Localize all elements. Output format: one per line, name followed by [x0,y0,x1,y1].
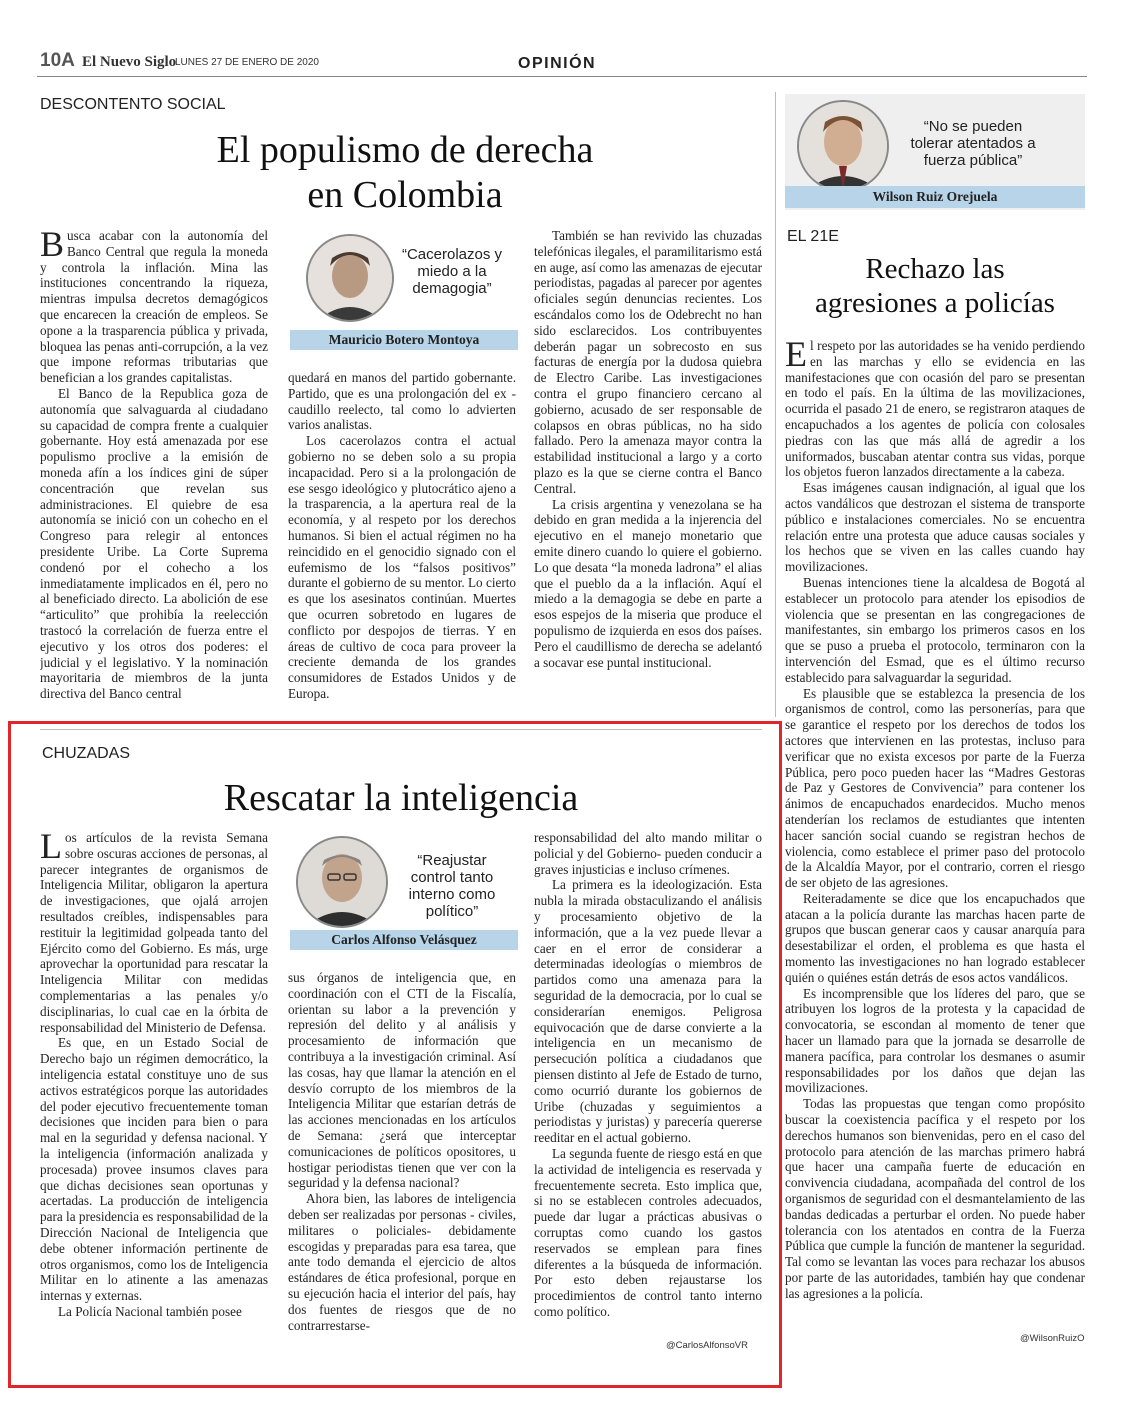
article1-paragraph: quedará en manos del partido gobernante. Partido, que es una prolongación del ex - caudillo reelecto, tal como lo advierten varios analistas. [288,370,516,433]
article1-column-1 [40,228,268,718]
portrait-image [799,102,887,190]
newspaper-name: El Nuevo Siglo [82,54,177,70]
pull-quote: “Cacerolazos y miedo a la demagogia” [401,246,503,297]
author-portrait [797,100,889,192]
author-name: Mauricio Botero Montoya [290,330,518,350]
portrait-image [308,236,392,320]
author-handle: @CarlosAlfonsoVR [666,1340,748,1351]
article1-column-3 [534,228,762,718]
article1-paragraph: Busca acabar con la autonomía del Banco Central que regula la moneda y controla la inflación. Mina las instituciones concentrando la riqueza, mientras impulsa decretos demagógicos que encarecen la creación de empleos. Se opone a la trasparencia pública y privada, bloquea las penas anti-corrupción, a la vez que impone reformas tributarias que benefician a los grandes capitalistas. [40,228,268,386]
article1-column-2 [288,370,516,718]
article1-headline [40,130,770,217]
article2-paragraph: La segunda fuente de riesgo está en que la actividad de inteligencia es reservada y frecuentemente secreta. Esto implica que, si no se establecen controles adecuados, puede dar lugar a prácticas abusivas o corruptas como cuando los gastos reservados se emplean para fines diferentes a la búsqueda de información. Por esto deben rejaustarse los procedimientos de control tanto interno como político. [534,1145,762,1319]
article3-paragraph: Buenas intenciones tiene la alcaldesa de Bogotá al establecer un protocolo para atender los episodios de violencia que se presentan en las congregaciones de manifestantes, sin embargo los primeros casos en los que se puso a prueba el protocolo, terminaron con la intervención del Esmad, que es el último recurso establecido para salvaguardar la seguridad. [785,574,1085,685]
page-number: 10A [40,50,75,71]
dropcap: B [40,228,65,264]
issue-date: LUNES 27 DE ENERO DE 2020 [175,57,319,68]
header-rule [37,76,1087,77]
article2-paragraph: sus órganos de inteligencia que, en coordinación con el CTI de la Fiscalía, orientan su labor a la prevención y represión del delito y al análisis y procesamiento de información que contribuya a la investigación criminal. Así las cosas, hay que llamar la atención en el desvío corrupto de los miembros de la Inteligencia Militar que estarían detrás de las acciones mencionadas en los artículos de Semana: ¿será que interceptar comunicaciones de políticos opositores, u hostigar periodistas tienen que ver con la seguridad y la defensa nacional? [288,970,516,1191]
dropcap: L [40,830,62,866]
author-box [785,94,1085,210]
highlight-frame [8,721,782,1388]
dropcap: E [785,338,807,374]
article2-paragraph: Es que, en un Estado Social de Derecho bajo un régimen democrático, la inteligencia estatal constituye uno de sus activos estratégicos porque las autoridades del poder ejecutivo frecuentemente toman decisiones que inciden para bien o para mal en la seguridad y defensa nacional. Y la inteligencia (información analizada y procesada) provee insumos claves para que dichas decisiones sean oportunas y acertadas. La producción de inteligencia para la presidencia es responsabilidad de la Dirección Nacional de Inteligencia que debe obtener información pertinente de otros organismos, como los de Inteligencia Militar en lo atinente a las amenazas internas y externas. [40,1035,268,1304]
author-handle: @WilsonRuizO [1020,1333,1085,1344]
article2-paragraph: La primera es la ideologización. Esta nubla la mirada obstaculizando el análisis y procesamiento objetivo de la información, que a la vez puede llevar a caer en el error de considerar a determinadas ideologías o miembros de partidos como una amenaza para la seguridad de la democracia, por lo cual se considerarían enemigos. Peligrosa equivocación que de darse convierte a la inteligencia en un mecanismo de persecución política a ciudadanos que piensen distinto al Jefe de Estado de turno, como ocurrió durante los gobiernos de Uribe (chuzadas y seguimientos a periodistas y juristas) y parecería quererse reeditar en el actual gobierno. [534,877,762,1146]
author-name: Carlos Alfonso Velásquez [290,930,518,950]
pull-quote: “No se pueden tolerar atentados a fuerza pública” [910,118,1036,169]
article1-paragraph: La crisis argentina y venezolana se ha debido en gran medida a la injerencia del ejecutivo en el manejo monetario que emite dinero cuando lo quiere el gobierno. Lo que desata “la moneda ladrona” el alias que el pueblo da a la inflación. Aquí el miedo a la demagogia se debe en parte a esos espejos de la miseria que produce el populismo de izquierda en esos dos países. Pero el caudillismo de derecha se adelantó a socavar ese puntal institucional. [534,496,762,670]
author-name: Wilson Ruiz Orejuela [785,186,1085,208]
author-portrait [306,234,394,322]
article2-paragraph: responsabilidad del alto mando militar o policial y del Gobierno- pueden conducir a graves injusticias e incluso crímenes. [534,830,762,877]
article3-headline-line2: agresiones a policías [815,287,1055,319]
article2-headline: Rescatar la inteligencia [223,777,579,819]
article1-paragraph: Los cacerolazos contra el actual gobierno no se deben solo a su propia incapacidad. Pero si a la prolongación de ese sesgo ideológico y plutocrático ajeno a la trasparencia, a la apertura real de la economía, y al respeto por los derechos humanos. Si bien el actual régimen no ha reincidido en el genocidio signado con el eufemismo de los “falsos positivos” durante el gobierno de su mentor. Lo cierto es que los asesinatos continúan. Muertes que ocurren sobretodo en lugares de conflicto por despojos de tierras. Y en áreas de cultivo de coca para proveer la creciente demanda de los grandes consumidores de Estados Unidos y de Europa. [288,433,516,701]
article3-paragraph: Es plausible que se establezca la presencia de los organismos de control, como las personerías, para que se garantice el respeto por los derechos de todos los actores que intervienen en las protestas, incluso para verificar que no exista excesos por parte de la Fuerza Pública, pero poco pueden hacer las “Madres Gestoras de Paz y Gestores de Convivencia” para contener los ánimos de encapuchados enardecidos. Mucho menos atenderían los reclamos de estudiantes que intenten hacer sanción social cuando se registran hechos de violencia, como establece el primer paso del protocolo de la Alcaldía Mayor, por el contrario, corren el riesgo de ser objeto de las agresiones. [785,685,1085,891]
article2-kicker: CHUZADAS [42,745,131,762]
article3-kicker: EL 21E [787,228,839,245]
article1-paragraph: También se han revivido las chuzadas telefónicas ilegales, el paramilitarismo está en auge, así como las amenazas de ejecutar periodistas, pagadas al parecer por agentes oficiales según denuncias recientes. Los escándalos como los de Odebrecht no han sido esclarecidos. Los contribuyentes deberán pagar un sobrecosto en sus facturas de energía por la dudosa quiebra de Electro Caribe. Las investigaciones contra el grupo financiero cercano al gobierno, acusado de ser responsable de colapsos en obras públicas, no ha sido fallado. Pero la amenaza mayor contra la estabilidad institucional a largo y a corto plazo es la que se cierne contra el Banco Central. [534,228,762,496]
article1-headline-line1: El populismo de derecha [216,129,594,171]
article3-headline-line1: Rechazo las [865,253,1005,285]
author-box [290,232,518,350]
article3-paragraph: Reiteradamente se dice que los encapuchados que atacan a la policía durante las marchas hacen parte de grupos que buscan generar caos y causar anarquía para desestabilizar el orden, el problema es que hasta el momento las investigaciones no han logrado establecer quién o quiénes están detrás de esos actos vandálicos. [785,890,1085,985]
article3-body [785,338,1085,1331]
pull-quote: “Reajustar control tanto interno como político” [408,852,496,920]
article2-paragraph: Los artículos de la revista Semana sobre oscuras acciones de personas, al parecer integrantes de organismos de Inteligencia Militar, obligaron la apertura de investigaciones, que ojalá arrojen resultados creíbles, indispensables para restituir la legitimidad golpeada tanto del Ejército como del Gobierno. Es más, urge aprovechar la oportunidad para rescatar la Inteligencia Militar con medidas complementarias a las penales y/o disciplinarias, lo cual cae en la órbita de responsabilidad del Ministerio de Defensa. [40,830,268,1035]
article3-paragraph: Todas las propuestas que tengan como propósito buscar la coexistencia pacífica y el respeto por los derechos humanos son bienvenidas, pero en el caso del protocolo para atención de las marchas primero habrá que hacer una campaña fuerte de educación en convivencia ciudadana, acompañada del control de los organismos de seguridad con el desmantelamiento de las bandas dedicadas a perturbar el orden. No puede haber tolerancia con los atentados en contra de la Fuerza Pública que cumple la función de mantener la seguridad. Tal como se levantan las voces para rechazar los abusos por parte de las autoridades, también hay que condenar las agresiones a la policía. [785,1096,1085,1301]
article1-headline-line2: en Colombia [307,173,503,216]
column-rule [775,92,776,717]
article1-paragraph: El Banco de la Republica goza de autonomía que salvaguarda al ciudadano su capacidad de compra frente a cualquier gobernante. Hoy está amenazada por ese populismo proclive a la emisión de moneda afín a los índices gini de súper concentración que revelan sus administraciones. El quiebre de esa autonomía se inició con un cohecho en el Congreso para relegir al entonces presidente Uribe. La Corte Suprema condenó por el cohecho a los inmediatamente implicados en él, pero no al beneficiado directo. La abolición de ese “articulito” que prohibía la reelección trastocó la correlación de fuerza entre el ejecutivo y los otros dos poderes: el judicial y el legislativo. Y la nominación mayoritaria de miembros de la junta directiva del Banco central [40,385,268,702]
article1-kicker: DESCONTENTO SOCIAL [40,96,226,113]
article3-paragraph: Esas imágenes causan indignación, al igual que los actos vandálicos que destrozan el sistema de transporte público e instalaciones comerciales. No se encuentra relación entre una protesta que aduce causas sociales y los hechos que se viven en las calles cuando hay movilizaciones. [785,480,1085,575]
article2-paragraph: La Policía Nacional también posee [58,1303,242,1319]
section-title: OPINIÓN [518,55,597,72]
article3-paragraph: Es incomprensible que los líderes del paro, que se atribuyen los logros de la protesta y la capacidad de convocatoria, se escondan al momento de tener que hacer un llamado para que la jornada se desarrolle de manera pacífica, para controlar los desmanes o asumir responsabilidades por los daños que dejan las movilizaciones. [785,985,1085,1096]
article2-paragraph: Ahora bien, las labores de inteligencia deben ser realizadas por personas - civiles, militares o policiales- debidamente escogidas y preparadas para esa tarea, que ante todo demanda el ejercicio de altos estándares de ética profesional, porque en su ejecución hacia el interior del país, hay dos fuentes de riesgos que de no contrarrestarse- [288,1191,516,1333]
article3-headline [785,252,1085,320]
article3-paragraph: El respeto por las autoridades se ha venido perdiendo en las marchas y ello se evidencia en las manifestaciones que con ocasión del paro se presentan en todo el país. En la última de las movilizaciones, ocurrida el pasado 21 de enero, se registraron ataques de encapuchados a los agentes de policía con colosales piedras con las que más allá de agredir a los uniformados, buscaban atentar contra sus vidas, porque los objetos fueron lanzados directamente a la cabeza. [785,338,1085,480]
